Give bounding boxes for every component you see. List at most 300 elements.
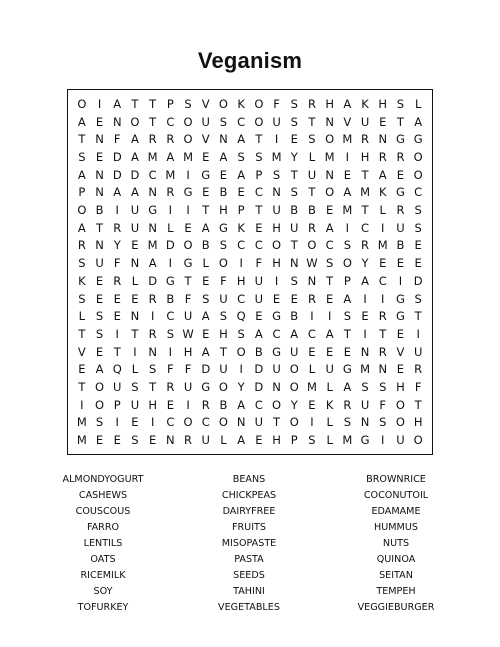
grid-cell[interactable]: R xyxy=(166,185,175,200)
grid-cell[interactable]: A xyxy=(378,167,387,182)
grid-cell[interactable]: I xyxy=(274,273,279,288)
grid-cell[interactable]: G xyxy=(148,203,158,218)
grid-cell[interactable]: R xyxy=(148,132,157,147)
grid-cell[interactable]: I xyxy=(186,203,190,218)
grid-cell[interactable]: G xyxy=(183,185,193,200)
grid-cell[interactable]: M xyxy=(342,132,353,147)
grid-cell[interactable]: T xyxy=(414,309,422,324)
grid-cell[interactable]: I xyxy=(115,203,119,218)
grid-cell[interactable]: D xyxy=(254,362,264,377)
grid-cell[interactable]: S xyxy=(95,309,104,324)
grid-cell[interactable]: A xyxy=(237,433,246,448)
grid-cell[interactable]: E xyxy=(95,433,104,448)
grid-cell[interactable]: D xyxy=(201,362,211,377)
grid-cell[interactable]: E xyxy=(326,291,334,306)
grid-cell[interactable]: H xyxy=(236,273,246,288)
grid-cell[interactable]: I xyxy=(239,362,243,377)
grid-cell[interactable]: L xyxy=(308,362,316,377)
grid-cell[interactable]: A xyxy=(166,149,175,164)
grid-cell[interactable]: V xyxy=(343,114,352,129)
grid-cell[interactable]: Q xyxy=(112,362,122,377)
grid-cell[interactable]: N xyxy=(325,167,334,182)
grid-cell[interactable]: S xyxy=(290,185,298,200)
grid-cell[interactable]: U xyxy=(396,433,405,448)
grid-cell[interactable]: I xyxy=(133,344,137,359)
grid-cell[interactable]: I xyxy=(274,132,279,147)
grid-cell[interactable]: C xyxy=(237,114,246,129)
grid-cell[interactable]: E xyxy=(308,344,316,359)
grid-cell[interactable]: E xyxy=(131,291,139,306)
grid-cell[interactable]: R xyxy=(166,380,175,395)
grid-cell[interactable]: P xyxy=(255,167,263,182)
grid-cell[interactable]: S xyxy=(290,114,298,129)
grid-cell[interactable]: O xyxy=(95,380,105,395)
grid-cell[interactable]: M xyxy=(76,415,87,430)
grid-cell[interactable]: A xyxy=(237,167,246,182)
grid-cell[interactable]: D xyxy=(112,149,122,164)
grid-cell[interactable]: N xyxy=(307,273,317,288)
grid-cell[interactable]: F xyxy=(167,362,174,377)
grid-cell[interactable]: F xyxy=(184,291,192,306)
grid-cell[interactable]: B xyxy=(396,238,405,253)
grid-cell[interactable]: B xyxy=(290,309,299,324)
grid-cell[interactable]: V xyxy=(201,96,210,111)
grid-cell[interactable]: L xyxy=(379,203,386,218)
grid-cell[interactable]: I xyxy=(150,415,155,430)
grid-cell[interactable]: R xyxy=(396,149,405,164)
grid-cell[interactable]: H xyxy=(272,433,281,448)
grid-cell[interactable]: N xyxy=(378,132,388,147)
grid-cell[interactable]: V xyxy=(396,344,405,359)
grid-cell[interactable]: T xyxy=(308,185,316,200)
grid-cell[interactable]: R xyxy=(378,344,387,359)
grid-cell[interactable]: T xyxy=(290,167,298,182)
grid-cell[interactable]: S xyxy=(308,433,316,448)
grid-cell[interactable]: T xyxy=(78,132,86,147)
grid-cell[interactable]: H xyxy=(396,380,405,395)
grid-cell[interactable]: O xyxy=(413,149,423,164)
grid-cell[interactable]: I xyxy=(239,256,243,271)
grid-cell[interactable]: D xyxy=(112,167,122,182)
grid-cell[interactable]: A xyxy=(201,220,210,235)
grid-cell[interactable]: U xyxy=(183,309,193,324)
grid-cell[interactable]: E xyxy=(326,344,334,359)
grid-cell[interactable]: I xyxy=(310,415,314,430)
grid-cell[interactable]: A xyxy=(343,185,352,200)
grid-cell[interactable]: O xyxy=(289,415,299,430)
grid-cell[interactable]: E xyxy=(255,309,263,324)
grid-cell[interactable]: O xyxy=(413,167,423,182)
grid-cell[interactable]: E xyxy=(166,397,174,412)
grid-cell[interactable]: F xyxy=(113,132,121,147)
grid-cell[interactable]: N xyxy=(378,362,388,377)
grid-cell[interactable]: K xyxy=(237,220,245,235)
grid-cell[interactable]: N xyxy=(130,256,140,271)
grid-cell[interactable]: N xyxy=(148,344,157,359)
grid-cell[interactable]: H xyxy=(183,344,193,359)
grid-cell[interactable]: G xyxy=(342,362,352,377)
grid-cell[interactable]: G xyxy=(395,291,405,306)
grid-cell[interactable]: T xyxy=(131,96,139,111)
grid-cell[interactable]: H xyxy=(219,203,228,218)
grid-cell[interactable]: P xyxy=(78,185,86,200)
grid-cell[interactable]: O xyxy=(325,132,335,147)
grid-cell[interactable]: T xyxy=(396,114,404,129)
grid-cell[interactable]: U xyxy=(360,397,370,412)
grid-cell[interactable]: U xyxy=(396,220,405,235)
grid-cell[interactable]: A xyxy=(113,185,122,200)
grid-cell[interactable]: I xyxy=(345,220,350,235)
grid-cell[interactable]: H xyxy=(325,96,334,111)
grid-cell[interactable]: R xyxy=(184,433,193,448)
grid-cell[interactable]: N xyxy=(360,415,370,430)
grid-cell[interactable]: E xyxy=(361,309,369,324)
grid-cell[interactable]: E xyxy=(95,149,104,164)
grid-cell[interactable]: S xyxy=(379,380,387,395)
grid-cell[interactable]: T xyxy=(149,114,157,129)
grid-cell[interactable]: T xyxy=(361,167,369,182)
grid-cell[interactable]: N xyxy=(95,132,104,147)
grid-cell[interactable]: E xyxy=(414,256,422,271)
grid-cell[interactable]: E xyxy=(202,149,210,164)
grid-cell[interactable]: S xyxy=(272,167,281,182)
grid-cell[interactable]: E xyxy=(184,220,192,235)
grid-cell[interactable]: M xyxy=(147,238,158,253)
grid-cell[interactable]: O xyxy=(413,433,423,448)
grid-cell[interactable]: T xyxy=(290,238,298,253)
grid-cell[interactable]: O xyxy=(272,238,282,253)
grid-cell[interactable]: H xyxy=(272,256,281,271)
grid-cell[interactable]: U xyxy=(254,273,264,288)
grid-cell[interactable]: E xyxy=(113,309,121,324)
grid-cell[interactable]: C xyxy=(325,238,334,253)
grid-cell[interactable]: A xyxy=(201,344,210,359)
grid-cell[interactable]: E xyxy=(290,291,298,306)
grid-cell[interactable]: R xyxy=(396,203,405,218)
grid-cell[interactable]: A xyxy=(254,326,263,341)
grid-cell[interactable]: S xyxy=(219,309,228,324)
grid-cell[interactable]: N xyxy=(148,185,157,200)
grid-cell[interactable]: I xyxy=(168,344,173,359)
grid-cell[interactable]: R xyxy=(378,309,387,324)
grid-cell[interactable]: P xyxy=(343,273,351,288)
grid-cell[interactable]: N xyxy=(166,433,175,448)
grid-cell[interactable]: I xyxy=(310,309,314,324)
grid-cell[interactable]: Q xyxy=(236,309,246,324)
grid-cell[interactable]: I xyxy=(381,220,385,235)
grid-cell[interactable]: U xyxy=(413,344,423,359)
grid-cell[interactable]: O xyxy=(325,185,335,200)
grid-cell[interactable]: E xyxy=(272,291,281,306)
grid-cell[interactable]: B xyxy=(95,203,104,218)
grid-cell[interactable]: E xyxy=(343,344,351,359)
grid-cell[interactable]: I xyxy=(398,273,403,288)
grid-cell[interactable]: A xyxy=(77,167,86,182)
grid-cell[interactable]: E xyxy=(131,415,139,430)
grid-cell[interactable]: G xyxy=(183,256,193,271)
grid-cell[interactable]: T xyxy=(255,132,263,147)
grid-cell[interactable]: S xyxy=(219,238,228,253)
grid-cell[interactable]: M xyxy=(183,149,193,164)
grid-cell[interactable]: S xyxy=(343,238,351,253)
grid-cell[interactable]: D xyxy=(413,273,423,288)
grid-cell[interactable]: O xyxy=(183,238,193,253)
grid-cell[interactable]: G xyxy=(395,309,405,324)
grid-cell[interactable]: K xyxy=(325,397,334,412)
grid-cell[interactable]: B xyxy=(290,203,299,218)
grid-cell[interactable]: E xyxy=(290,132,298,147)
grid-cell[interactable]: Y xyxy=(290,397,298,412)
grid-cell[interactable]: R xyxy=(414,362,423,377)
grid-cell[interactable]: B xyxy=(254,344,263,359)
grid-cell[interactable]: S xyxy=(290,273,298,288)
grid-cell[interactable]: E xyxy=(202,326,210,341)
grid-cell[interactable]: F xyxy=(220,273,227,288)
grid-cell[interactable]: I xyxy=(186,167,190,182)
grid-cell[interactable]: E xyxy=(219,167,228,182)
grid-cell[interactable]: A xyxy=(77,114,86,129)
grid-cell[interactable]: S xyxy=(237,149,245,164)
grid-cell[interactable]: D xyxy=(130,167,140,182)
grid-cell[interactable]: A xyxy=(237,397,246,412)
grid-cell[interactable]: O xyxy=(218,96,228,111)
grid-cell[interactable]: I xyxy=(168,256,173,271)
grid-cell[interactable]: A xyxy=(290,326,299,341)
grid-cell[interactable]: O xyxy=(95,397,105,412)
grid-cell[interactable]: K xyxy=(361,96,369,111)
grid-cell[interactable]: M xyxy=(306,380,317,395)
grid-cell[interactable]: T xyxy=(202,203,210,218)
letter-grid[interactable] xyxy=(73,95,427,449)
grid-cell[interactable]: M xyxy=(324,149,335,164)
grid-cell[interactable]: U xyxy=(113,380,122,395)
grid-cell[interactable]: M xyxy=(76,433,87,448)
grid-cell[interactable]: M xyxy=(342,203,353,218)
grid-cell[interactable]: R xyxy=(77,238,86,253)
grid-cell[interactable]: A xyxy=(343,96,352,111)
grid-cell[interactable]: A xyxy=(361,273,369,288)
grid-cell[interactable]: T xyxy=(149,96,157,111)
grid-cell[interactable]: S xyxy=(202,291,210,306)
grid-cell[interactable]: A xyxy=(237,132,246,147)
grid-cell[interactable]: C xyxy=(254,185,263,200)
grid-cell[interactable]: E xyxy=(379,256,387,271)
grid-cell[interactable]: D xyxy=(254,380,264,395)
grid-cell[interactable]: T xyxy=(255,203,263,218)
grid-cell[interactable]: C xyxy=(361,220,370,235)
grid-cell[interactable]: M xyxy=(271,149,282,164)
grid-cell[interactable]: O xyxy=(183,132,193,147)
grid-cell[interactable]: C xyxy=(237,291,246,306)
grid-cell[interactable]: U xyxy=(95,256,104,271)
grid-cell[interactable]: L xyxy=(78,309,86,324)
grid-cell[interactable]: E xyxy=(308,397,316,412)
grid-cell[interactable]: O xyxy=(218,415,228,430)
grid-cell[interactable]: M xyxy=(377,238,388,253)
grid-cell[interactable]: E xyxy=(237,185,245,200)
grid-cell[interactable]: Y xyxy=(113,238,121,253)
grid-cell[interactable]: S xyxy=(78,149,86,164)
grid-cell[interactable]: U xyxy=(130,220,140,235)
grid-cell[interactable]: U xyxy=(360,114,370,129)
grid-cell[interactable]: A xyxy=(95,362,104,377)
grid-cell[interactable]: Y xyxy=(361,256,369,271)
grid-cell[interactable]: T xyxy=(131,326,139,341)
grid-cell[interactable]: T xyxy=(149,380,157,395)
grid-cell[interactable]: L xyxy=(308,149,316,164)
grid-cell[interactable]: T xyxy=(273,415,281,430)
grid-cell[interactable]: S xyxy=(325,256,334,271)
grid-cell[interactable]: G xyxy=(272,344,281,359)
grid-cell[interactable]: O xyxy=(77,96,87,111)
grid-cell[interactable]: E xyxy=(78,362,86,377)
grid-cell[interactable]: U xyxy=(219,362,228,377)
grid-cell[interactable]: R xyxy=(361,238,370,253)
grid-cell[interactable]: H xyxy=(413,415,423,430)
grid-cell[interactable]: I xyxy=(80,397,84,412)
grid-cell[interactable]: E xyxy=(379,114,387,129)
grid-cell[interactable]: S xyxy=(379,415,387,430)
grid-cell[interactable]: C xyxy=(307,326,316,341)
grid-cell[interactable]: S xyxy=(414,220,422,235)
grid-cell[interactable]: F xyxy=(113,256,121,271)
grid-cell[interactable]: B xyxy=(308,203,316,218)
grid-cell[interactable]: E xyxy=(326,203,334,218)
grid-cell[interactable]: U xyxy=(272,203,281,218)
grid-cell[interactable]: T xyxy=(308,114,316,129)
grid-cell[interactable]: S xyxy=(396,96,405,111)
grid-cell[interactable]: C xyxy=(254,397,263,412)
grid-cell[interactable]: P xyxy=(113,397,121,412)
grid-cell[interactable]: I xyxy=(150,309,155,324)
grid-cell[interactable]: U xyxy=(183,380,193,395)
grid-cell[interactable]: I xyxy=(327,309,332,324)
grid-cell[interactable]: A xyxy=(343,380,352,395)
grid-cell[interactable]: G xyxy=(395,185,405,200)
grid-cell[interactable]: U xyxy=(290,344,299,359)
grid-cell[interactable]: O xyxy=(395,397,405,412)
grid-cell[interactable]: N xyxy=(148,220,157,235)
grid-cell[interactable]: A xyxy=(414,114,423,129)
grid-cell[interactable]: I xyxy=(97,96,102,111)
grid-cell[interactable]: T xyxy=(361,203,369,218)
grid-cell[interactable]: S xyxy=(95,326,104,341)
grid-cell[interactable]: L xyxy=(220,433,227,448)
grid-cell[interactable]: E xyxy=(202,185,210,200)
grid-cell[interactable]: K xyxy=(237,96,245,111)
grid-cell[interactable]: N xyxy=(219,132,228,147)
grid-cell[interactable]: C xyxy=(272,326,281,341)
grid-cell[interactable]: E xyxy=(255,433,263,448)
grid-cell[interactable]: E xyxy=(95,344,104,359)
grid-cell[interactable]: O xyxy=(289,380,299,395)
grid-cell[interactable]: F xyxy=(379,397,387,412)
grid-cell[interactable]: A xyxy=(343,291,352,306)
grid-cell[interactable]: P xyxy=(166,96,174,111)
grid-cell[interactable]: I xyxy=(381,433,385,448)
grid-cell[interactable]: A xyxy=(131,132,139,147)
grid-cell[interactable]: S xyxy=(290,96,298,111)
grid-cell[interactable]: N xyxy=(95,238,104,253)
grid-cell[interactable]: O xyxy=(254,114,264,129)
grid-cell[interactable]: R xyxy=(113,220,122,235)
grid-cell[interactable]: L xyxy=(131,362,139,377)
grid-cell[interactable]: U xyxy=(290,220,299,235)
grid-cell[interactable]: R xyxy=(307,96,316,111)
grid-cell[interactable]: O xyxy=(254,96,264,111)
grid-cell[interactable]: N xyxy=(130,309,140,324)
grid-cell[interactable]: H xyxy=(148,397,157,412)
grid-cell[interactable]: T xyxy=(219,344,227,359)
grid-cell[interactable]: E xyxy=(396,167,405,182)
grid-cell[interactable]: L xyxy=(414,96,422,111)
grid-cell[interactable]: L xyxy=(131,273,139,288)
grid-cell[interactable]: F xyxy=(273,96,280,111)
grid-cell[interactable]: S xyxy=(131,433,139,448)
grid-cell[interactable]: T xyxy=(326,273,334,288)
grid-cell[interactable]: E xyxy=(113,291,121,306)
grid-cell[interactable]: A xyxy=(148,256,157,271)
grid-cell[interactable]: B xyxy=(219,185,228,200)
grid-cell[interactable]: S xyxy=(219,114,228,129)
grid-cell[interactable]: G xyxy=(272,309,281,324)
grid-cell[interactable]: E xyxy=(95,114,104,129)
grid-cell[interactable]: M xyxy=(360,362,370,377)
grid-cell[interactable]: I xyxy=(363,326,367,341)
grid-cell[interactable]: E xyxy=(396,256,405,271)
grid-cell[interactable]: E xyxy=(95,291,104,306)
grid-cell[interactable]: R xyxy=(307,291,316,306)
grid-cell[interactable]: H xyxy=(378,96,388,111)
grid-cell[interactable]: O xyxy=(218,256,228,271)
grid-cell[interactable]: P xyxy=(290,433,298,448)
grid-cell[interactable]: I xyxy=(115,415,119,430)
grid-cell[interactable]: C xyxy=(378,273,387,288)
grid-cell[interactable]: F xyxy=(414,380,422,395)
grid-cell[interactable]: Y xyxy=(290,149,298,164)
grid-cell[interactable]: R xyxy=(361,132,370,147)
grid-cell[interactable]: E xyxy=(113,433,121,448)
grid-cell[interactable]: O xyxy=(236,344,246,359)
grid-cell[interactable]: T xyxy=(343,326,351,341)
grid-cell[interactable]: E xyxy=(131,238,139,253)
grid-cell[interactable]: S xyxy=(184,96,192,111)
grid-cell[interactable]: L xyxy=(326,415,333,430)
grid-cell[interactable]: E xyxy=(396,326,405,341)
grid-cell[interactable]: T xyxy=(113,344,121,359)
grid-cell[interactable]: L xyxy=(326,380,333,395)
grid-cell[interactable]: G xyxy=(201,380,211,395)
grid-cell[interactable]: U xyxy=(254,291,264,306)
grid-cell[interactable]: N xyxy=(95,167,104,182)
grid-cell[interactable]: N xyxy=(325,114,334,129)
grid-cell[interactable]: C xyxy=(166,309,175,324)
grid-cell[interactable]: T xyxy=(78,326,86,341)
grid-cell[interactable]: C xyxy=(254,238,263,253)
grid-cell[interactable]: T xyxy=(96,220,104,235)
grid-cell[interactable]: N xyxy=(360,344,370,359)
grid-cell[interactable]: O xyxy=(307,238,317,253)
grid-cell[interactable]: C xyxy=(237,238,246,253)
grid-cell[interactable]: A xyxy=(219,149,228,164)
grid-cell[interactable]: R xyxy=(343,397,352,412)
grid-cell[interactable]: S xyxy=(343,309,351,324)
grid-cell[interactable]: O xyxy=(77,203,87,218)
grid-cell[interactable]: R xyxy=(113,273,122,288)
grid-cell[interactable]: S xyxy=(131,380,139,395)
grid-cell[interactable]: G xyxy=(201,167,211,182)
grid-cell[interactable]: N xyxy=(95,185,104,200)
